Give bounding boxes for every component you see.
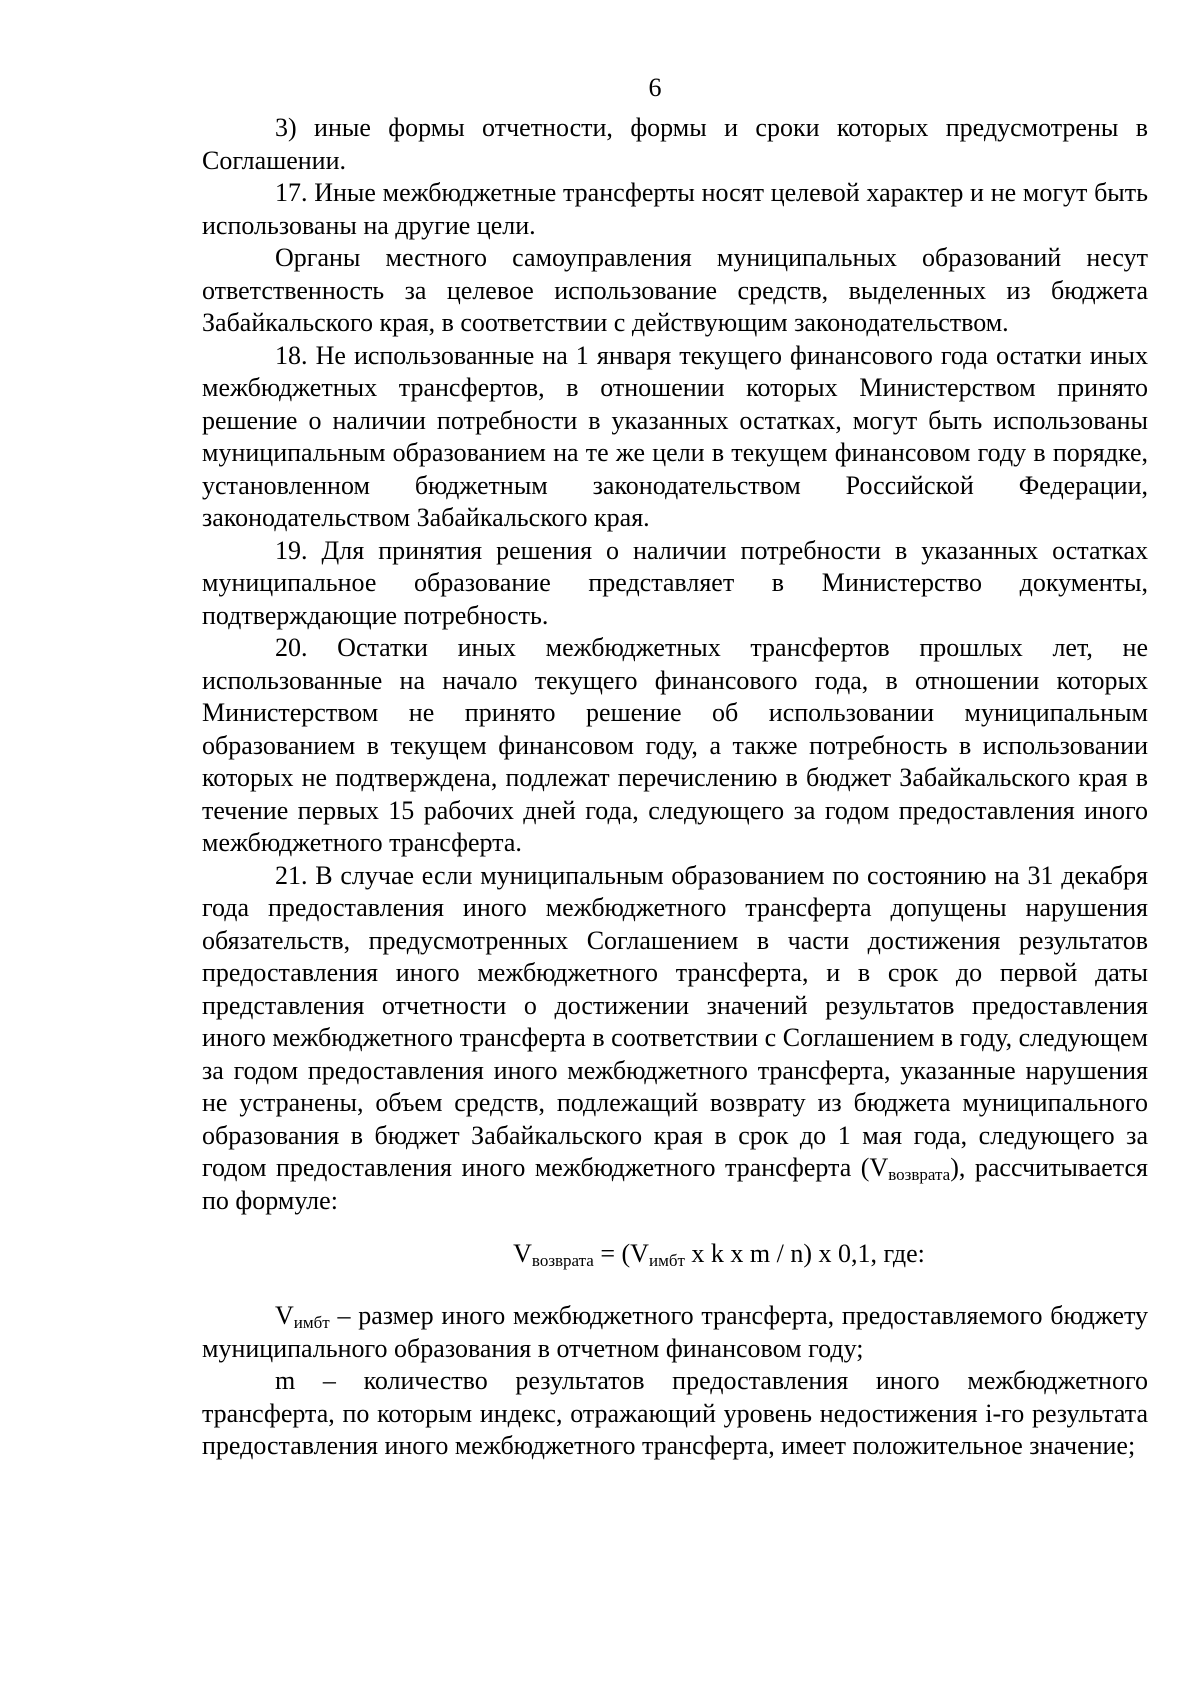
formula-v-imbt-subscript: имбт bbox=[648, 1251, 685, 1270]
paragraph-19: 19. Для принятия решения о наличии потребности в указанных остатках муниципальное образование представляет в Министерство документы, подтверждающие потребность. bbox=[202, 535, 1148, 630]
definition-v-imbt-subscript: имбт bbox=[293, 1313, 330, 1332]
definition-v-imbt-var: V bbox=[275, 1301, 294, 1330]
return-formula bbox=[202, 1238, 1148, 1270]
definition-m: m – количество результатов предоставления иного межбюджетного трансферта, по которым индекс, отражающий уровень недостижения i-го результата предоставления иного межбюджетного трансферта, имеет положительное значение; bbox=[202, 1366, 1148, 1460]
definition-v-imbt-text: – размер иного межбюджетного трансферта, предоставляемого бюджету муниципального образования в отчетном финансовом году; bbox=[202, 1301, 1148, 1363]
paragraph-17: 17. Иные межбюджетные трансферты носят целевой характер и не могут быть использованы на другие цели. bbox=[202, 178, 1148, 240]
paragraph-20: 20. Остатки иных межбюджетных трансфертов прошлых лет, не использованные на начало текущего финансового года, в отношении которых Министерством не принято решение об использовании муниципальным образованием в текущем финансовом году, а также потребность в использовании которых не подтверждена, подлежат перечислению в бюджет Забайкальского края в течение первых 15 рабочих дней года, следующего за годом предоставления иного межбюджетного трансферта. bbox=[202, 633, 1148, 857]
document-body bbox=[202, 112, 1148, 1463]
formula-middle: = (V bbox=[593, 1239, 649, 1268]
paragraph-21-subscript: возврата bbox=[888, 1165, 951, 1184]
paragraph-17-responsibility: Органы местного самоуправления муниципальных образований несут ответственность за целевое использование средств, выделенных из бюджета Забайкальского края, в соответствии с действующим законодательством. bbox=[202, 243, 1148, 337]
formula-v-return: V bbox=[513, 1239, 532, 1268]
formula-tail: x k x m / n) x 0,1, где: bbox=[684, 1239, 925, 1268]
paragraph-18: 18. Не использованные на 1 января текущего финансового года остатки иных межбюджетных трансфертов, в отношении которых Министерством принято решение о наличии потребности в указанных остатках, могут быть использованы муниципальным образованием на те же цели в текущем финансовом году в порядке, установленном бюджетным законодательством Российской Федерации, законодательством Забайкальского края. bbox=[202, 340, 1148, 532]
paragraph-item-3: 3) иные формы отчетности, формы и сроки которых предусмотрены в Соглашении. bbox=[202, 113, 1148, 175]
paragraph-21-tail: ), рассчитывается по формуле: bbox=[202, 1153, 1148, 1215]
formula-v-return-subscript: возврата bbox=[531, 1251, 594, 1270]
paragraph-21 bbox=[202, 860, 1148, 1218]
definition-v-imbt bbox=[202, 1300, 1148, 1365]
paragraph-21-text: 21. В случае если муниципальным образованием по состоянию на 31 декабря года предоставления иного межбюджетного трансферта допущены нарушения обязательств, предусмотренных Соглашением в части достижения результатов предоставления иного межбюджетного трансферта, и в срок до первой даты представления отчетности о достижении значений результатов предоставления иного межбюджетного трансферта в соответствии с Соглашением в году, следующем за годом предоставления иного межбюджетного трансферта, указанные нарушения не устранены, объем средств, подлежащий возврату из бюджета муниципального образования в бюджет Забайкальского края в срок до 1 мая года, следующего за годом предоставления иного межбюджетного трансферта (V bbox=[202, 860, 1148, 1182]
page-number: 6 bbox=[648, 73, 662, 102]
